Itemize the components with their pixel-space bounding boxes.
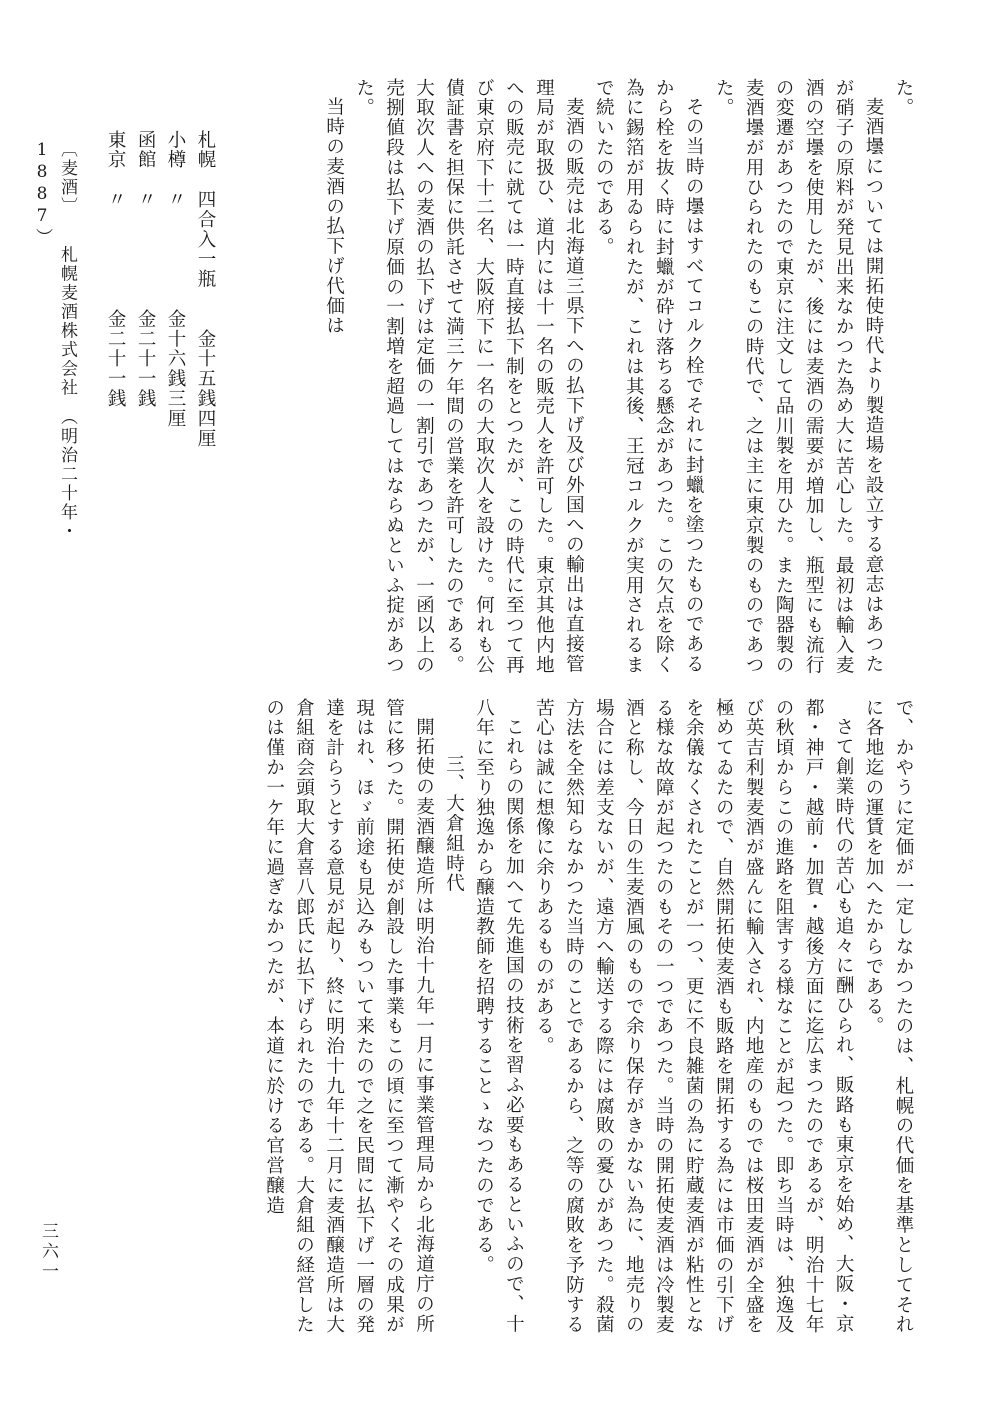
price-row-tokyo bbox=[100, 130, 130, 610]
price-value: 金十五銭四厘 bbox=[195, 329, 216, 449]
section-heading: 三、大倉組時代 bbox=[443, 753, 465, 893]
price-value: 金二十一銭 bbox=[105, 309, 127, 409]
price-row-hakodate bbox=[130, 130, 160, 610]
running-head-company: 札幌麦酒株式会社 bbox=[57, 245, 77, 398]
price-city: 東京 bbox=[105, 130, 127, 170]
price-city: 小樽 bbox=[165, 130, 187, 170]
price-row-otaru bbox=[160, 130, 190, 610]
upper-paragraph-2: 麦酒壜については開拓使時代より製造場を設立する意志はあつたが硝子の原料が発見出来なかつた為め大に苦心した。最初は輸入麦酒の空壜を使用したが、後には麦酒の需要が増加し、瓶型にも流行の変遷があつたので東京に注文して品川製を用ひた。また陶器製の麦酒壜が用ひられたのもこの時代で、之は主に東京製のものであつた。 bbox=[713, 78, 885, 675]
price-city: 札幌 bbox=[195, 130, 216, 170]
price-unit: 〃 bbox=[135, 189, 157, 210]
lower-paragraph-4: 開拓使の麦酒醸造所は明治十九年一月に事業管理局から北海道庁の所管に移つた。開拓使が創設した事業もこの頃に至つて漸やくその成果が現はれ、ほゞ前途も見込みもついて来たので之を民間に払下げ一層の発達を計らうとする意見が起り、終に明治十九年十二月に麦酒醸造所は大倉組商会頭取大倉喜八郎氏に払下げられたのである。大倉組の経営したのは僅か一ケ年に過ぎなかつたが、本道に於ける官営醸造 bbox=[263, 698, 435, 1335]
lower-paragraph-1: で、かやうに定価が一定しなかつたのは、札幌の代価を基準としてそれに各地迄の運賃を加へたからである。 bbox=[863, 698, 914, 1335]
price-unit: 〃 bbox=[165, 189, 187, 210]
price-value: 金二十一銭 bbox=[135, 309, 157, 409]
lower-paragraph-3: これらの関係を加へて先進国の技術を習ふ必要もあるといふので、十八年に至り独逸から醸造教師を招聘することゝなつたのである。 bbox=[473, 698, 525, 1334]
lower-paragraph-2: さて創業時代の苦心も追々に酬ひられ、販路も東京を始め、大阪・京都・神戸・越前・加賀・越後方面に迄広まつたのであるが、明治十七年の秋頃からこの進路を阻害する様なことが起つた。即ち当時は、独逸及び英吉利製麦酒が盛んに輸入され、内地産のものでは桜田麦酒が全盛を極めてゐたので、自然開拓使麦酒も販路を開拓する為には市価の引下げを余儀なくされたことが一つ、更に不良雑菌の為に貯蔵麦酒が粘性となる様な故障が起つたのもその一つであつた。当時の開拓使麦酒は冷製麦酒と称し、今日の生麦酒風のもので余り保存がきかない為に、地売りの場合には差支ないが、遠方へ輸送する際には腐敗の憂ひがあつた。殺菌方法を全然知らなかつた当時のことであるから、之等の腐敗を予防する苦心は誠に想像に余りあるものがある。 bbox=[533, 698, 855, 1335]
price-city: 函館 bbox=[135, 130, 157, 170]
running-head-era: （明治二十年・1887） bbox=[32, 140, 77, 541]
lower-text-block bbox=[198, 698, 918, 1348]
upper-paragraph-4: 麦酒の販売は北海道三県下への払下げ及び外国への輸出は直接管理局が取扱ひ、道内には十一名の販売人を許可した。東京其他内地への販売に就ては一時直接払下制をとつたが、この時代に至つて再び東京府下十二名、大阪府下に一名の大取次人を設けた。何れも公債証書を担保に供託させて満三ケ年間の営業を許可したのである。大取次人への麦酒の払下げは定価の一割引であつたが、一函以上の売捌値段は払下げ原価の一割増を超過してはならぬといふ掟があつた。 bbox=[353, 78, 585, 675]
upper-paragraph-3: その当時の壜はすべてコルク栓でそれに封蠟を塗つたものであるから栓を抜く時に封蠟が砕け落ちる懸念があつた。この欠点を除く為に錫箔が用ゐられたが、これは其後、王冠コルクが実用されるまで続いたのである。 bbox=[593, 78, 705, 675]
price-list bbox=[80, 130, 220, 610]
price-unit: 〃 bbox=[105, 189, 127, 210]
running-head-section: 〔麦酒〕 bbox=[57, 140, 77, 208]
price-value: 金十六銭三厘 bbox=[165, 309, 187, 429]
running-head bbox=[30, 140, 80, 620]
upper-paragraph-5: 当時の麦酒の払下げ代価は bbox=[323, 96, 345, 336]
upper-text-block bbox=[268, 78, 918, 688]
page-number: 三六一 bbox=[38, 1222, 58, 1282]
price-unit: 四合入一瓶 bbox=[195, 189, 216, 290]
price-row-sapporo bbox=[190, 130, 220, 610]
upper-paragraph-1-end: た。 bbox=[893, 78, 914, 118]
